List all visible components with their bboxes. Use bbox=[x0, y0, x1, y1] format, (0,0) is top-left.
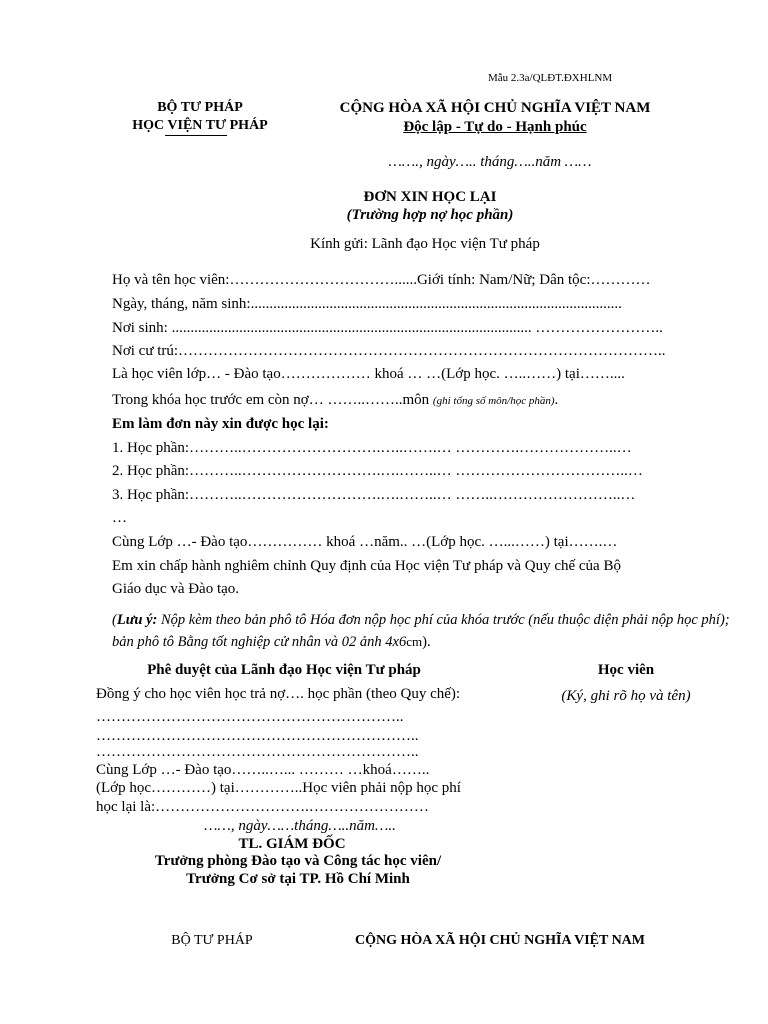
approval-fee[interactable]: học lại là:………………………….…………………… bbox=[96, 799, 429, 815]
republic-name: CỘNG HÒA XÃ HỘI CHỦ NGHĨA VIỆT NAM bbox=[339, 100, 651, 116]
footer-republic: CỘNG HÒA XÃ HỘI CHỦ NGHĨA VIỆT NAM bbox=[354, 933, 646, 948]
approval-dots-2[interactable]: ……………………………………………………….. bbox=[96, 728, 419, 744]
form-code: Mẫu 2.3a/QLĐT.ĐXHLNM bbox=[488, 72, 613, 84]
date-line: ……., ngày….. tháng…..năm …… bbox=[388, 154, 592, 170]
course-item-more: … bbox=[112, 510, 127, 526]
note-end: ). bbox=[422, 633, 431, 650]
approval-dots-1[interactable]: …………………………………………………….. bbox=[96, 709, 404, 725]
ministry-name: BỘ TƯ PHÁP bbox=[157, 100, 243, 115]
signer-title: TL. GIÁM ĐỐC bbox=[238, 836, 346, 852]
class-info-field[interactable]: Là học viên lớp… - Đào tạo……………… khoá … …(Lớp học. …..……) tại…….... bbox=[112, 366, 625, 382]
signer-role-1: Trưởng phòng Đào tạo và Công tác học viên/ bbox=[154, 853, 442, 869]
approval-heading: Phê duyệt của Lãnh đạo Học viện Tư pháp bbox=[147, 662, 421, 678]
signer-role-2: Trưởng Cơ sở tại TP. Hồ Chí Minh bbox=[186, 871, 410, 887]
course-item-3[interactable]: 3. Học phần:………..……………………….….……..… ……..……………………..… bbox=[112, 487, 636, 503]
recipient-line: Kính gửi: Lãnh đạo Học viện Tư pháp bbox=[310, 236, 540, 252]
note-text: Nộp kèm theo bản phô tô Hóa đơn nộp học phí của khóa trước (nếu thuộc diện phải nộp học phí); bản phô tô Bằng tốt nghiệp cử nhân và 02 ảnh 4x6 bbox=[112, 612, 730, 650]
approval-date: ……, ngày……tháng…..năm….. bbox=[204, 818, 396, 834]
request-heading: Em làm đơn này xin được học lại: bbox=[112, 416, 329, 432]
academy-underline bbox=[165, 135, 227, 136]
academy-name: HỌC VIỆN TƯ PHÁP bbox=[132, 118, 268, 133]
debt-text: Trong khóa học trước em còn nợ… ……..……..môn bbox=[112, 392, 430, 408]
approval-agree: Đồng ý cho học viên học trả nợ…. học phần (theo Quy chế): bbox=[96, 686, 461, 702]
approval-class-place[interactable]: (Lớp học…………) tại…………..Học viên phải nộp học phí bbox=[96, 780, 461, 796]
full-name-field[interactable]: Họ và tên học viên:……………………………......Giới tính: Nam/Nữ; Dân tộc:………… bbox=[112, 272, 651, 288]
debt-note: (ghi tổng số môn/học phần) bbox=[432, 395, 555, 407]
birth-date-field[interactable]: Ngày, tháng, năm sinh:................................................................................................... bbox=[112, 296, 622, 312]
debt-field[interactable] bbox=[112, 392, 558, 409]
course-item-2[interactable]: 2. Học phần:………..……………………….….……..… ……………………………..… bbox=[112, 463, 643, 479]
note-label: Lưu ý: bbox=[116, 612, 158, 628]
commitment-line-1: Em xin chấp hành nghiêm chỉnh Quy định của Học viện Tư pháp và Quy chế của Bộ bbox=[112, 558, 621, 574]
attachment-note: (Lưu ý: Nộp kèm theo bản phô tô Hóa đơn nộp học phí của khóa trước (nếu thuộc diện phải nộp học phí); bản phô tô Bằng tốt nghiệp cử nhân và 02 ảnh 4x6cm). bbox=[112, 612, 730, 650]
student-heading: Học viên bbox=[597, 662, 655, 678]
footer-ministry: BỘ TƯ PHÁP bbox=[171, 933, 253, 948]
debt-end: . bbox=[554, 392, 559, 408]
approval-same-class[interactable]: Cùng Lớp …- Đào tạo……..…... ……… …khoá…….. bbox=[96, 762, 430, 778]
student-sign-hint: (Ký, ghi rõ họ và tên) bbox=[561, 688, 691, 704]
approval-dots-3[interactable]: ……………………………………………………….. bbox=[96, 744, 419, 760]
course-item-1[interactable]: 1. Học phần:………..……………………….…..…….… ………….………………..… bbox=[112, 440, 632, 456]
birth-place-field[interactable]: Nơi sinh: ................................................................................................ …………………….. bbox=[112, 320, 663, 336]
same-class-field[interactable]: Cùng Lớp …- Đào tạo…………… khoá …năm.. …(Lớp học. …...……) tại…….… bbox=[112, 534, 618, 550]
residence-field[interactable]: Nơi cư trú:…………………………………………………………………………………….. bbox=[112, 343, 666, 359]
form-title: ĐƠN XIN HỌC LẠI bbox=[363, 189, 497, 205]
motto: Độc lập - Tự do - Hạnh phúc bbox=[403, 119, 587, 135]
note-unit: cm bbox=[406, 633, 423, 649]
commitment-line-2: Giáo dục và Đào tạo. bbox=[112, 581, 240, 597]
form-subtitle: (Trường hợp nợ học phần) bbox=[346, 207, 514, 223]
